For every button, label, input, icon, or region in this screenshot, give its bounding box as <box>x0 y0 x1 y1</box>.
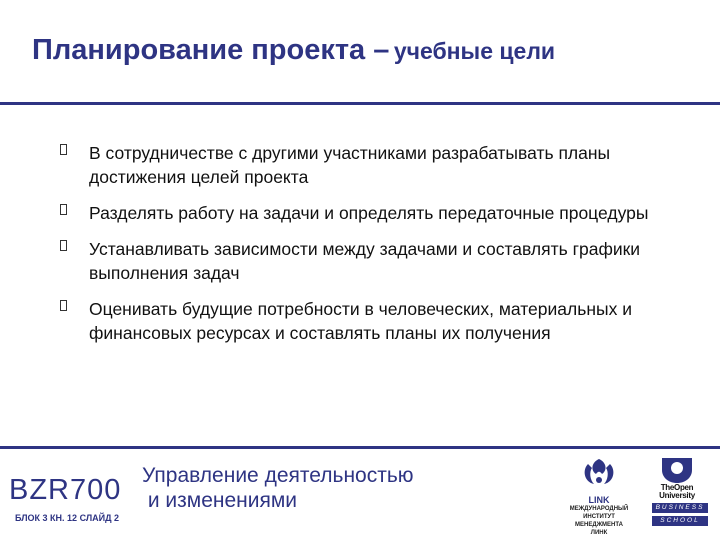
ou-line: University <box>659 491 695 500</box>
link-line: МЕНЕДЖМЕНТА <box>575 522 623 528</box>
block-reference: БЛОК 3 КН. 12 СЛАЙД 2 <box>15 513 120 523</box>
bullet-marker-icon <box>60 300 67 311</box>
open-university-shield-icon <box>660 456 694 484</box>
bullet-text: Устанавливать зависимости между задачами и составлять графики выполнения задач <box>89 239 641 283</box>
slide-title <box>32 34 555 67</box>
open-university-text <box>648 484 706 500</box>
bullet-item <box>60 141 660 189</box>
course-code: BZR700 <box>9 474 122 506</box>
bottom-divider <box>0 446 720 449</box>
bullet-marker-icon <box>60 204 67 215</box>
link-logo-text <box>566 496 632 537</box>
link-name: LINK <box>588 495 610 505</box>
slide-title-sub: учебные цели <box>393 38 556 64</box>
business-school-label: SCHOOL <box>652 516 708 526</box>
business-school-label: BUSINESS <box>652 503 708 513</box>
bullet-text: Разделять работу на задачи и определять передаточные процедуры <box>89 203 649 223</box>
link-line: МЕЖДУНАРОДНЫЙ <box>569 506 629 512</box>
bullet-item <box>60 297 660 345</box>
footer-title: Управление деятельностью и изменениями <box>142 464 414 512</box>
bullet-marker-icon <box>60 144 67 155</box>
bullet-text: Оценивать будущие потребности в человеческих, материальных и финансовых ресурсах и составлять планы их получения <box>89 299 632 343</box>
link-line: ИНСТИТУТ <box>583 514 615 520</box>
bullet-marker-icon <box>60 240 67 251</box>
link-line: ЛИНК <box>590 530 608 536</box>
bullet-list <box>60 141 660 357</box>
bullet-item <box>60 237 660 285</box>
bullet-item <box>60 201 660 225</box>
top-divider <box>0 102 720 105</box>
bullet-text: В сотрудничестве с другими участниками разрабатывать планы достижения целей проекта <box>89 143 611 187</box>
slide-title-main: Планирование проекта – <box>32 34 390 66</box>
ou-line: TheOpen <box>660 483 694 492</box>
